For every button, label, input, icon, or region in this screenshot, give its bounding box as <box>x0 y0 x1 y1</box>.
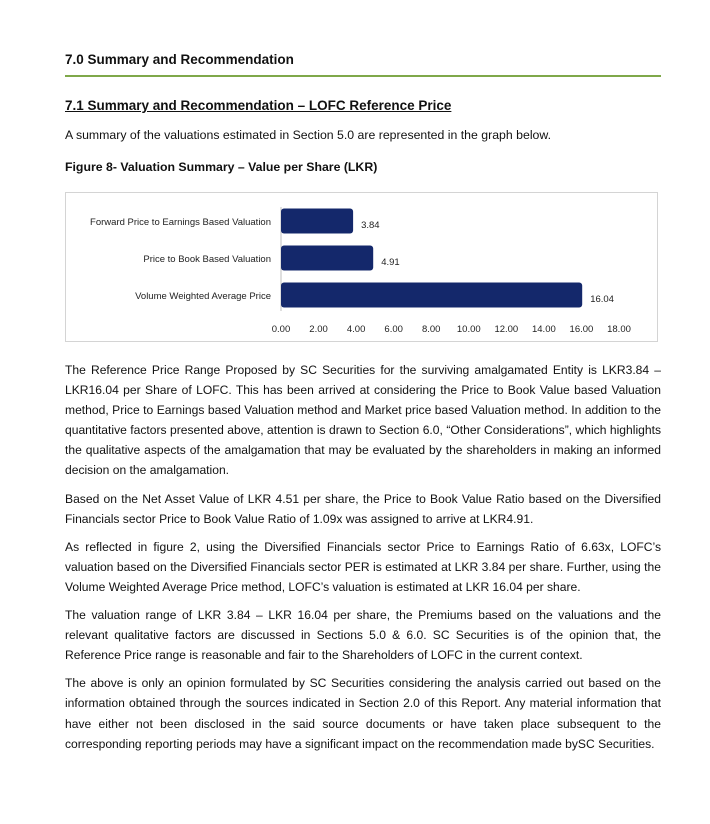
paragraph-reference-price: The Reference Price Range Proposed by SC Securities for the surviving amalgamated Entity is LKR3.84 – LKR16.04 per Share of LOFC. This has been arrived at considering the Price to Book Value based Valuation method, Price to Earnings based Valuation method and Market price based Valuation method. In addition to the quantitative factors presented above, attention is drawn to Section 6.0, “Other Considerations”, which highlights the qualitative aspects of the amalgamation that may be evaluated by the shareholders in making an informed decision on the amalgamation. <box>65 363 661 478</box>
x-tick-label: 18.00 <box>607 324 631 335</box>
data-label: 16.04 <box>590 294 614 305</box>
data-label: 3.84 <box>361 220 380 231</box>
section-title: 7.0 Summary and Recommendation <box>65 52 294 67</box>
valuation-chart <box>65 192 658 342</box>
x-tick-label: 2.00 <box>309 324 328 335</box>
category-label: Price to Book Based Valuation <box>143 254 271 265</box>
intro-text: A summary of the valuations estimated in Section 5.0 are represented in the graph below. <box>65 128 552 142</box>
paragraph-valuation-range: The valuation range of LKR 3.84 – LKR 16.04 per share, the Premiums based on the valuations and the relevant qualitative factors are discussed in Sections 5.0 & 6.0. SC Securities is of the opinion that, the Reference Price range is reasonable and fair to the Shareholders of LOFC in the current context. <box>65 608 661 663</box>
data-label: 4.91 <box>381 257 400 268</box>
section-divider <box>65 75 661 77</box>
valuation-chart-svg <box>66 193 659 343</box>
subsection-title: 7.1 Summary and Recommendation – LOFC Reference Price <box>65 98 452 113</box>
x-tick-label: 6.00 <box>384 324 403 335</box>
bar <box>281 283 582 308</box>
bar <box>281 209 353 234</box>
paragraph-per-vwap: As reflected in figure 2, using the Diversified Financials sector Price to Earnings Ratio of 6.63x, LOFC’s valuation based on the Diversified Financials sector PER is estimated at LKR 3.84 per share. Further, using the Volume Weighted Average Price method, LOFC’s valuation is estimated at LKR 16.04 per share. <box>65 539 661 594</box>
x-tick-label: 14.00 <box>531 324 556 335</box>
x-tick-label: 10.00 <box>456 324 481 335</box>
bar <box>281 246 373 271</box>
category-label: Forward Price to Earnings Based Valuation <box>90 217 271 228</box>
category-label: Volume Weighted Average Price <box>135 291 271 302</box>
figure-caption: Figure 8- Valuation Summary – Value per Share (LKR) <box>65 160 378 174</box>
x-tick-label: 8.00 <box>421 324 441 335</box>
x-tick-label: 12.00 <box>494 324 519 335</box>
paragraph-disclaimer: The above is only an opinion formulated by SC Securities considering the analysis carried out based on the information obtained through the sources indicated in Section 2.0 of this Report. Any material information that have either not been disclosed in the said source documents or have taken place subsequent to the corresponding reporting periods may have a significant impact on the recommendation made bySC Securities. <box>65 676 661 751</box>
x-tick-label: 0.00 <box>271 324 291 335</box>
paragraph-book-value: Based on the Net Asset Value of LKR 4.51 per share, the Price to Book Value Ratio based on the Diversified Financials sector Price to Book Value Ratio of 1.09x was assigned to arrive at LKR4.91. <box>65 491 661 526</box>
body-text <box>65 360 661 762</box>
x-tick-label: 16.00 <box>569 324 594 335</box>
x-tick-label: 4.00 <box>346 324 366 335</box>
